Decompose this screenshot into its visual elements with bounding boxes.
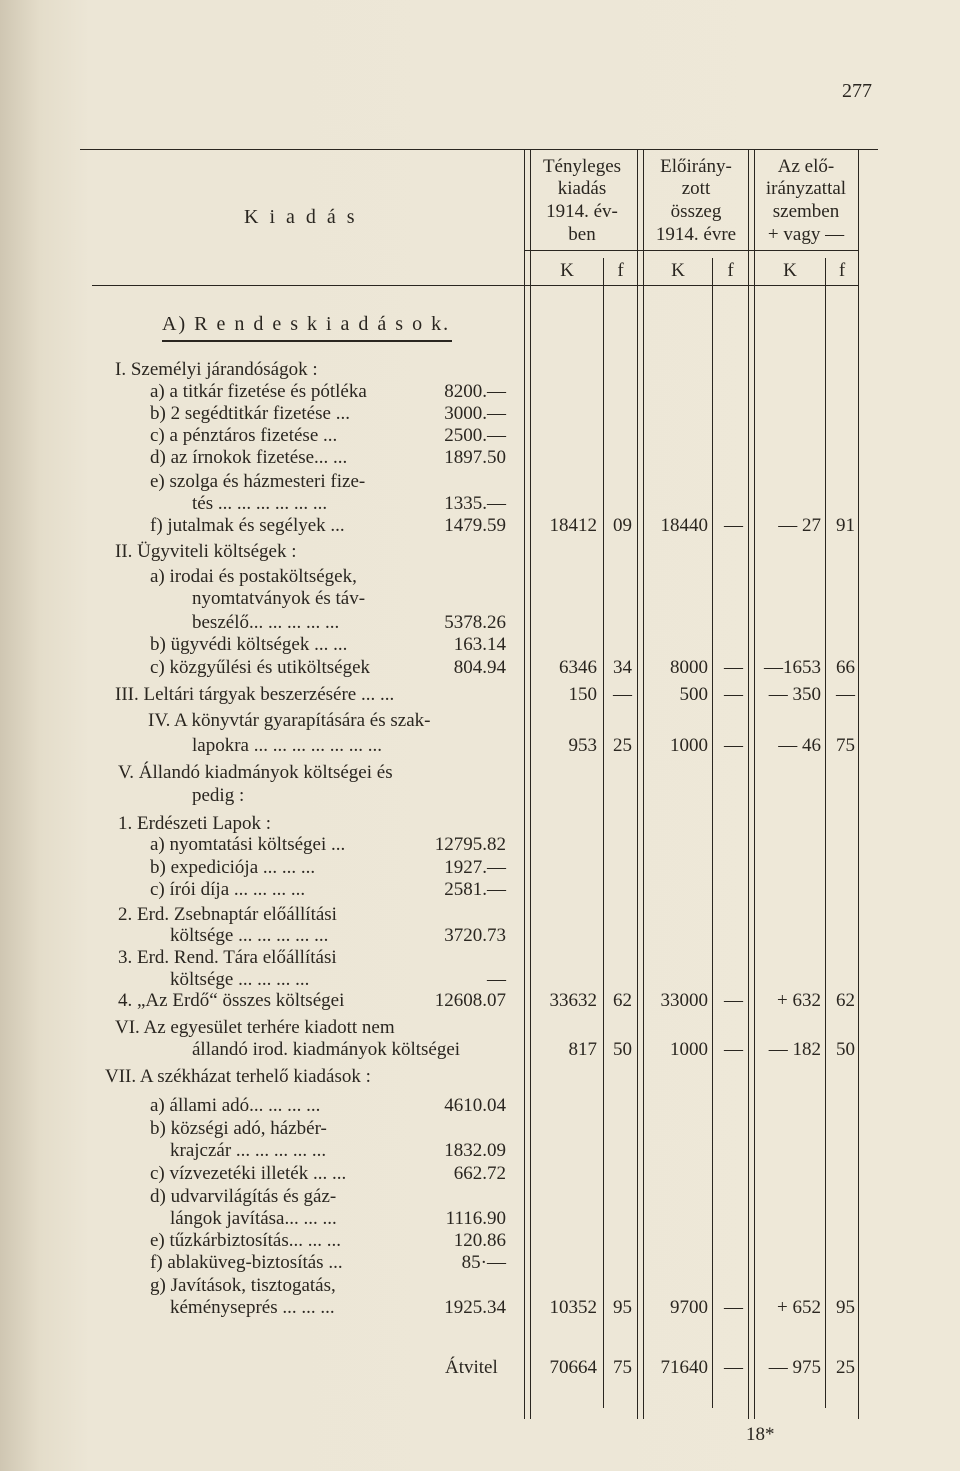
row-c5: — 350	[768, 684, 821, 705]
sub-header-k: K	[783, 260, 797, 281]
row-c5: —1653	[764, 657, 821, 678]
row-amount: 4610.04	[444, 1095, 506, 1116]
column-rule	[643, 149, 644, 1419]
carry-c2: 75	[613, 1357, 632, 1378]
row-c1: 953	[568, 735, 597, 756]
row-c6: 66	[836, 657, 855, 678]
row-c4: —	[724, 990, 743, 1011]
header-bottom-rule	[92, 285, 858, 286]
row-c6: 91	[836, 515, 855, 536]
row-amount: 1116.90	[445, 1208, 506, 1229]
row-amount: 804.94	[453, 657, 506, 678]
row-c2: 95	[613, 1297, 632, 1318]
row-label: lapokra ... ... ... ... ... ... ...	[192, 735, 382, 756]
row-c6: 95	[836, 1297, 855, 1318]
row-label: e) szolga és házmesteri fize-	[150, 471, 366, 492]
row-amount: 1925.34	[444, 1297, 506, 1318]
sub-header-f: f	[617, 260, 624, 281]
sub-header-f: f	[838, 260, 846, 281]
row-label: d) udvarvilágítás és gáz-	[150, 1186, 337, 1207]
row-c3: 18440	[660, 515, 708, 536]
row-amount: 120.86	[453, 1230, 506, 1251]
sub-header-k: K	[671, 260, 685, 281]
row-c1: 10352	[549, 1297, 597, 1318]
header-eloiranyzott-line1: Előirány-	[660, 156, 732, 177]
row-amount: 1335.—	[444, 493, 506, 514]
row-c2: 25	[613, 735, 632, 756]
row-c3: 9700	[670, 1297, 708, 1318]
row-c4: —	[724, 1297, 743, 1318]
row-label: a) irodai és postaköltségek,	[150, 566, 357, 587]
row-label: krajczár ... ... ... ... ...	[170, 1140, 327, 1161]
column-rule	[748, 149, 749, 1419]
row-label: állandó irod. kiadmányok költségei	[192, 1039, 461, 1060]
row-label: d) az írnokok fizetése... ...	[150, 447, 348, 468]
row-c2: 62	[613, 990, 632, 1011]
column-rule	[754, 149, 755, 1419]
row-amount: 163.14	[453, 634, 506, 655]
row-label: a) nyomtatási költségei ...	[150, 834, 346, 855]
header-eloiranyzott-line4: 1914. évre	[655, 224, 737, 245]
header-tenyleges-line2: kiadás	[557, 178, 607, 199]
carry-c5: — 975	[768, 1357, 821, 1378]
row-c4: —	[724, 657, 743, 678]
row-c6: 75	[836, 735, 855, 756]
carry-label: Átvitel	[445, 1357, 498, 1378]
sub-header-k: K	[560, 260, 574, 281]
row-c5: + 632	[777, 990, 821, 1011]
carry-c3: 71640	[660, 1357, 708, 1378]
row-amount: 1897.50	[444, 447, 506, 468]
row-label: f) jutalmak és segélyek ...	[150, 515, 345, 536]
row-label: c) közgyűlési és utiköltségek	[150, 657, 371, 678]
footer-signature: 18*	[746, 1424, 775, 1445]
row-amount: 12608.07	[434, 990, 506, 1011]
row-amount: 12795.82	[434, 834, 506, 855]
row-c2: 09	[613, 515, 632, 536]
column-rule	[603, 258, 604, 1408]
row-label: g) Javítások, tisztogatás,	[150, 1275, 336, 1296]
row-c1: 33632	[549, 990, 597, 1011]
row-amount: —	[487, 969, 506, 990]
row-c1: 817	[568, 1039, 597, 1060]
row-amount: 1927.—	[444, 857, 506, 878]
row-amount: 3720.73	[444, 925, 506, 946]
row-amount: 5378.26	[444, 612, 506, 633]
header-mid-rule	[525, 250, 858, 251]
row-c4: —	[724, 515, 743, 536]
row-label: a) állami adó... ... ... ...	[150, 1095, 321, 1116]
row-c3: 33000	[660, 990, 708, 1011]
row-label: c) vízvezetéki illeték ... ...	[150, 1163, 347, 1184]
row-c4: —	[724, 1039, 743, 1060]
row-label: V. Állandó kiadmányok költségei és	[118, 762, 393, 783]
column-rule	[712, 258, 713, 1408]
row-label: 1. Erdészeti Lapok :	[118, 813, 272, 834]
row-label: kéményseprés ... ... ...	[170, 1297, 335, 1318]
section-title-underline	[162, 340, 452, 342]
row-label: 3. Erd. Rend. Tára előállítási	[118, 947, 337, 968]
row-c3: 1000	[670, 1039, 708, 1060]
row-c2: —	[613, 684, 632, 705]
column-rule	[637, 149, 638, 1419]
row-c2: 50	[613, 1039, 632, 1060]
row-c3: 8000	[670, 657, 708, 678]
row-amount: 1832.09	[444, 1140, 506, 1161]
header-eloiranyzott-line3: összeg	[670, 201, 722, 222]
row-amount: 2581.—	[444, 879, 506, 900]
row-c2: 34	[613, 657, 632, 678]
header-eloiranyzott-line2: zott	[681, 178, 711, 199]
row-label: pedig :	[192, 785, 245, 806]
row-amount: 85·—	[461, 1252, 506, 1273]
row-label: VII. A székházat terhelő kiadások :	[105, 1066, 371, 1087]
row-label: e) tűzkárbiztosítás... ... ...	[150, 1230, 342, 1251]
carry-c6: 25	[836, 1357, 855, 1378]
row-c1: 18412	[549, 515, 597, 536]
row-label: c) írói díja ... ... ... ...	[150, 879, 306, 900]
carry-c1: 70664	[549, 1357, 597, 1378]
row-c5: + 652	[777, 1297, 821, 1318]
row-c5: — 182	[768, 1039, 821, 1060]
row-c6: 50	[836, 1039, 855, 1060]
row-label: 2. Erd. Zsebnaptár előállítási	[118, 904, 337, 925]
sub-header-f: f	[727, 260, 734, 281]
row-label: IV. A könyvtár gyarapítására és szak-	[148, 710, 431, 731]
row-label: lángok javítása... ... ...	[170, 1208, 337, 1229]
header-szemben-line4: + vagy —	[767, 224, 845, 245]
row-label: b) községi adó, házbér-	[150, 1118, 327, 1139]
row-label: III. Leltári tárgyak beszerzésére ... ...	[115, 684, 395, 705]
header-szemben-line1: Az elő-	[777, 156, 835, 177]
row-label: beszélő... ... ... ... ...	[192, 612, 340, 633]
row-label: I. Személyi járandóságok :	[115, 359, 318, 380]
row-amount: 662.72	[453, 1163, 506, 1184]
row-c1: 150	[568, 684, 597, 705]
row-label: költsége ... ... ... ... ...	[170, 925, 329, 946]
row-c5: — 27	[778, 515, 821, 536]
row-label: 4. „Az Erdő“ összes költségei	[118, 990, 345, 1011]
row-label: f) ablaküveg-biztosítás ...	[150, 1252, 343, 1273]
row-label: költsége ... ... ... ...	[170, 969, 310, 990]
row-c5: — 46	[778, 735, 821, 756]
kiadas-header: K i a d á s	[244, 206, 358, 228]
row-c4: —	[724, 735, 743, 756]
row-label: VI. Az egyesület terhére kiadott nem	[115, 1017, 395, 1038]
row-label: b) expediciója ... ... ...	[150, 857, 316, 878]
row-c1: 6346	[559, 657, 597, 678]
row-c6: —	[836, 684, 855, 705]
page-number: 277	[842, 80, 872, 102]
section-title: A) R e n d e s k i a d á s o k.	[162, 313, 451, 335]
column-rule	[858, 149, 859, 1419]
carry-c4: —	[724, 1357, 743, 1378]
row-amount: 1479.59	[444, 515, 506, 536]
row-label: a) a titkár fizetése és pótléka	[150, 381, 367, 402]
row-label: tés ... ... ... ... ... ...	[192, 493, 328, 514]
header-tenyleges-line1: Tényleges	[542, 156, 622, 177]
header-szemben-line2: irányzattal	[765, 178, 847, 199]
header-tenyleges-line3: 1914. év-	[546, 201, 618, 222]
row-label: b) ügyvédi költségek ... ...	[150, 634, 348, 655]
row-c4: —	[724, 684, 743, 705]
row-amount: 3000.—	[444, 403, 506, 424]
header-szemben-line3: szemben	[772, 201, 840, 222]
row-label: nyomtatványok és táv-	[192, 588, 366, 609]
row-label: II. Ügyviteli költségek :	[115, 541, 297, 562]
column-rule	[524, 149, 525, 1419]
row-c3: 500	[679, 684, 708, 705]
row-c3: 1000	[670, 735, 708, 756]
row-amount: 8200.—	[444, 381, 506, 402]
row-c6: 62	[836, 990, 855, 1011]
column-rule	[825, 258, 826, 1408]
column-rule	[530, 149, 531, 1419]
header-tenyleges-line4: ben	[568, 224, 596, 245]
row-label: c) a pénztáros fizetése ...	[150, 425, 338, 446]
row-label: b) 2 segédtitkár fizetése ...	[150, 403, 350, 424]
header-top-rule	[80, 149, 878, 150]
row-amount: 2500.—	[444, 425, 506, 446]
